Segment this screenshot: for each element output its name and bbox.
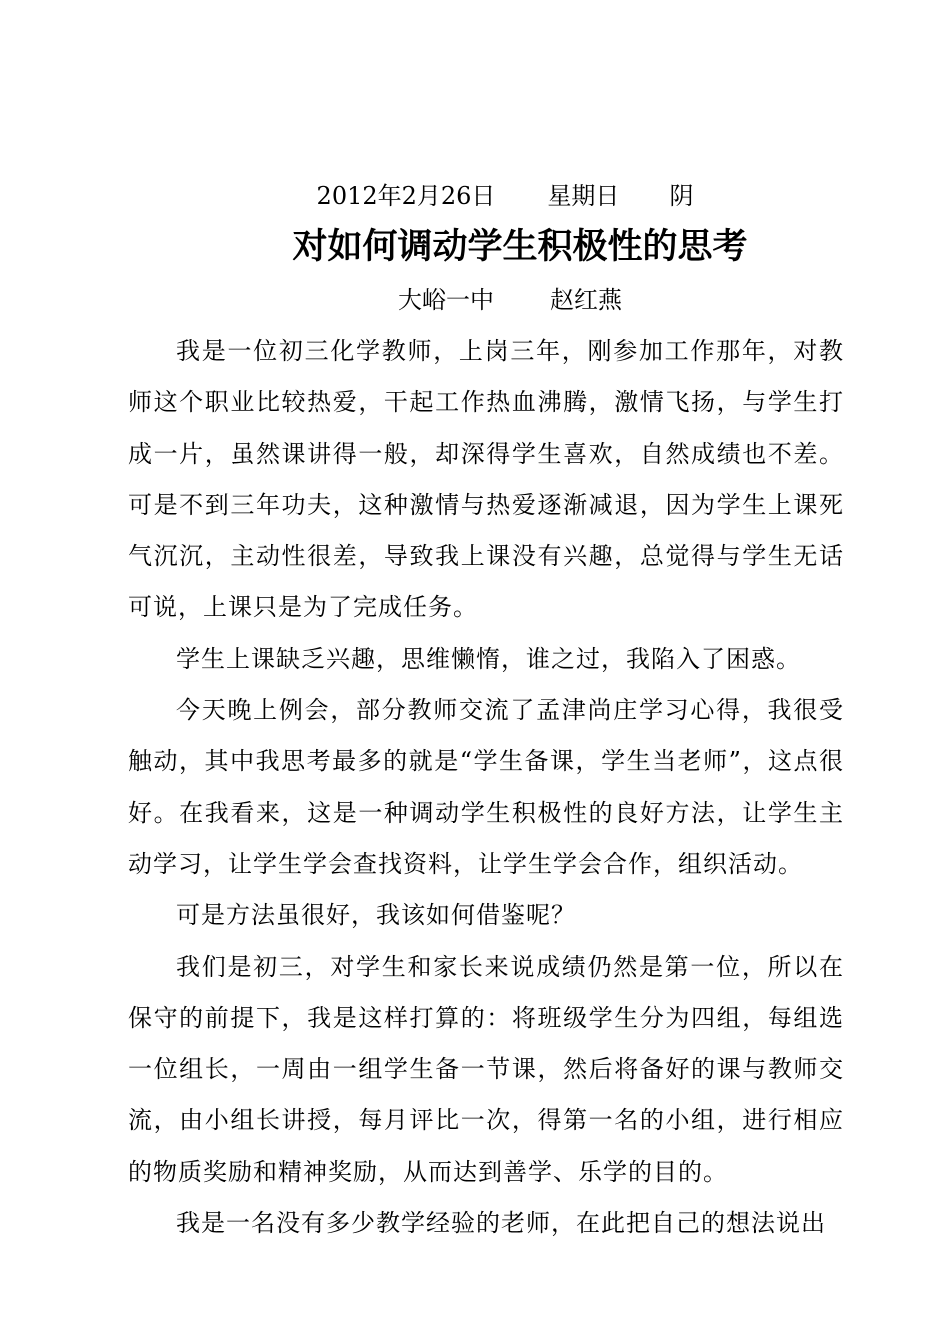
- paragraph: 我是一位初三化学教师，上岗三年，刚参加工作那年，对教师这个职业比较热爱，干起工作热血沸腾，激情飞扬，与学生打成一片，虽然课讲得一般，却深得学生喜欢，自然成绩也不差。可是不到三年功夫，这种激情与热爱逐渐减退，因为学生上课死气沉沉，主动性很差，导致我上课没有兴趣，总觉得与学生无话可说，上课只是为了完成任务。: [128, 337, 844, 622]
- author-name: 赵红燕: [550, 286, 622, 314]
- paragraph: 学生上课缺乏兴趣，思维懒惰，谁之过，我陷入了困惑。: [176, 644, 801, 673]
- document-title: 对如何调动学生积极性的思考: [292, 226, 748, 267]
- paragraph: 今天晚上例会，部分教师交流了孟津尚庄学习心得，我很受触动，其中我思考最多的就是“学生备课，学生当老师”，这点很好。在我看来，这是一种调动学生积极性的良好方法，让学生主动学习，让学生学会查找资料，让学生学会合作，组织活动。: [128, 696, 844, 878]
- paragraph: 我是一名没有多少教学经验的老师，在此把自己的想法说出: [176, 1209, 826, 1238]
- date-text: 2012年2月26日: [316, 182, 496, 210]
- weather-text: 阴: [669, 182, 694, 210]
- school-name: 大峪一中: [398, 286, 494, 314]
- document-body: [128, 326, 844, 1249]
- paragraph: 可是方法虽很好，我该如何借鉴呢？: [176, 901, 576, 930]
- dateline: [0, 178, 950, 214]
- paragraph: 我们是初三，对学生和家长来说成绩仍然是第一位，所以在保守的前提下，我是这样打算的：将班级学生分为四组，每组选一位组长，一周由一组学生备一节课，然后将备好的课与教师交流，由小组长讲授，每月评比一次，得第一名的小组，进行相应的物质奖励和精神奖励，从而达到善学、乐学的目的。: [128, 952, 844, 1186]
- weekday-text: 星期日: [547, 182, 620, 210]
- byline: [0, 282, 950, 318]
